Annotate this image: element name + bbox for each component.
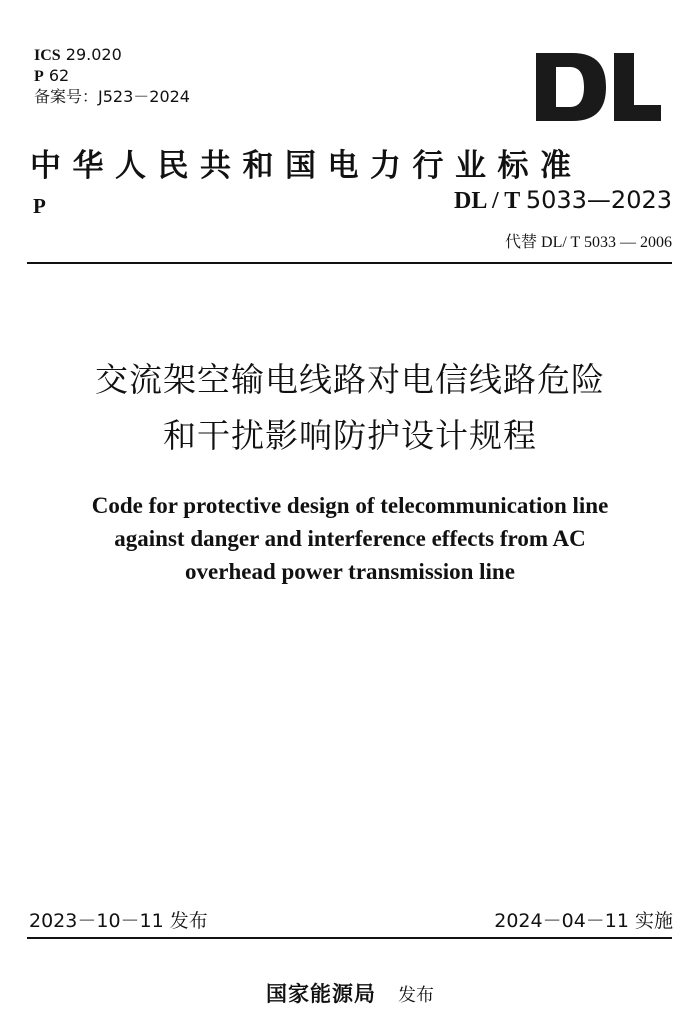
ics-code: 29.020 [65,45,122,64]
classification-block [34,44,190,107]
standard-number [454,186,672,215]
category-letter: P [33,194,46,218]
footer-divider [27,937,672,939]
title-cn-line-1: 交流架空输电线路对电信线路危险 [95,360,605,399]
standard-type-heading: 中华人民共和国电力行业标准 [30,148,583,184]
ccs-code: 62 [48,66,70,85]
publish-action: 发布 [398,985,434,1006]
publisher-org: 国家能源局 [266,981,376,1006]
publisher-line [0,978,700,1008]
ics-label: ICS [34,47,61,64]
ics-line [34,44,190,65]
replaces-standard: 代替 DL/ T 5033 — 2006 [505,234,672,251]
standard-code: 5033—2023 [525,186,672,214]
ccs-label: P [34,68,44,85]
implementation-date: 2024－04－11 实施 [494,910,673,932]
title-en-line-1: Code for protective design of telecommunication line [91,493,609,518]
issue-date: 2023－10－11 发布 [29,910,208,932]
dl-logo [536,53,661,121]
title-en-line-3: overhead power transmission line [185,559,515,584]
header-divider [27,262,672,264]
standard-prefix: DL / T [454,188,520,214]
dl-logo-mark [536,53,661,121]
title-cn-line-2: 和干扰影响防护设计规程 [163,416,537,455]
record-number: 备案号：J523－2024 [34,87,190,106]
title-en-line-2: against danger and interference effects from AC [114,526,586,551]
ccs-line [34,65,190,86]
